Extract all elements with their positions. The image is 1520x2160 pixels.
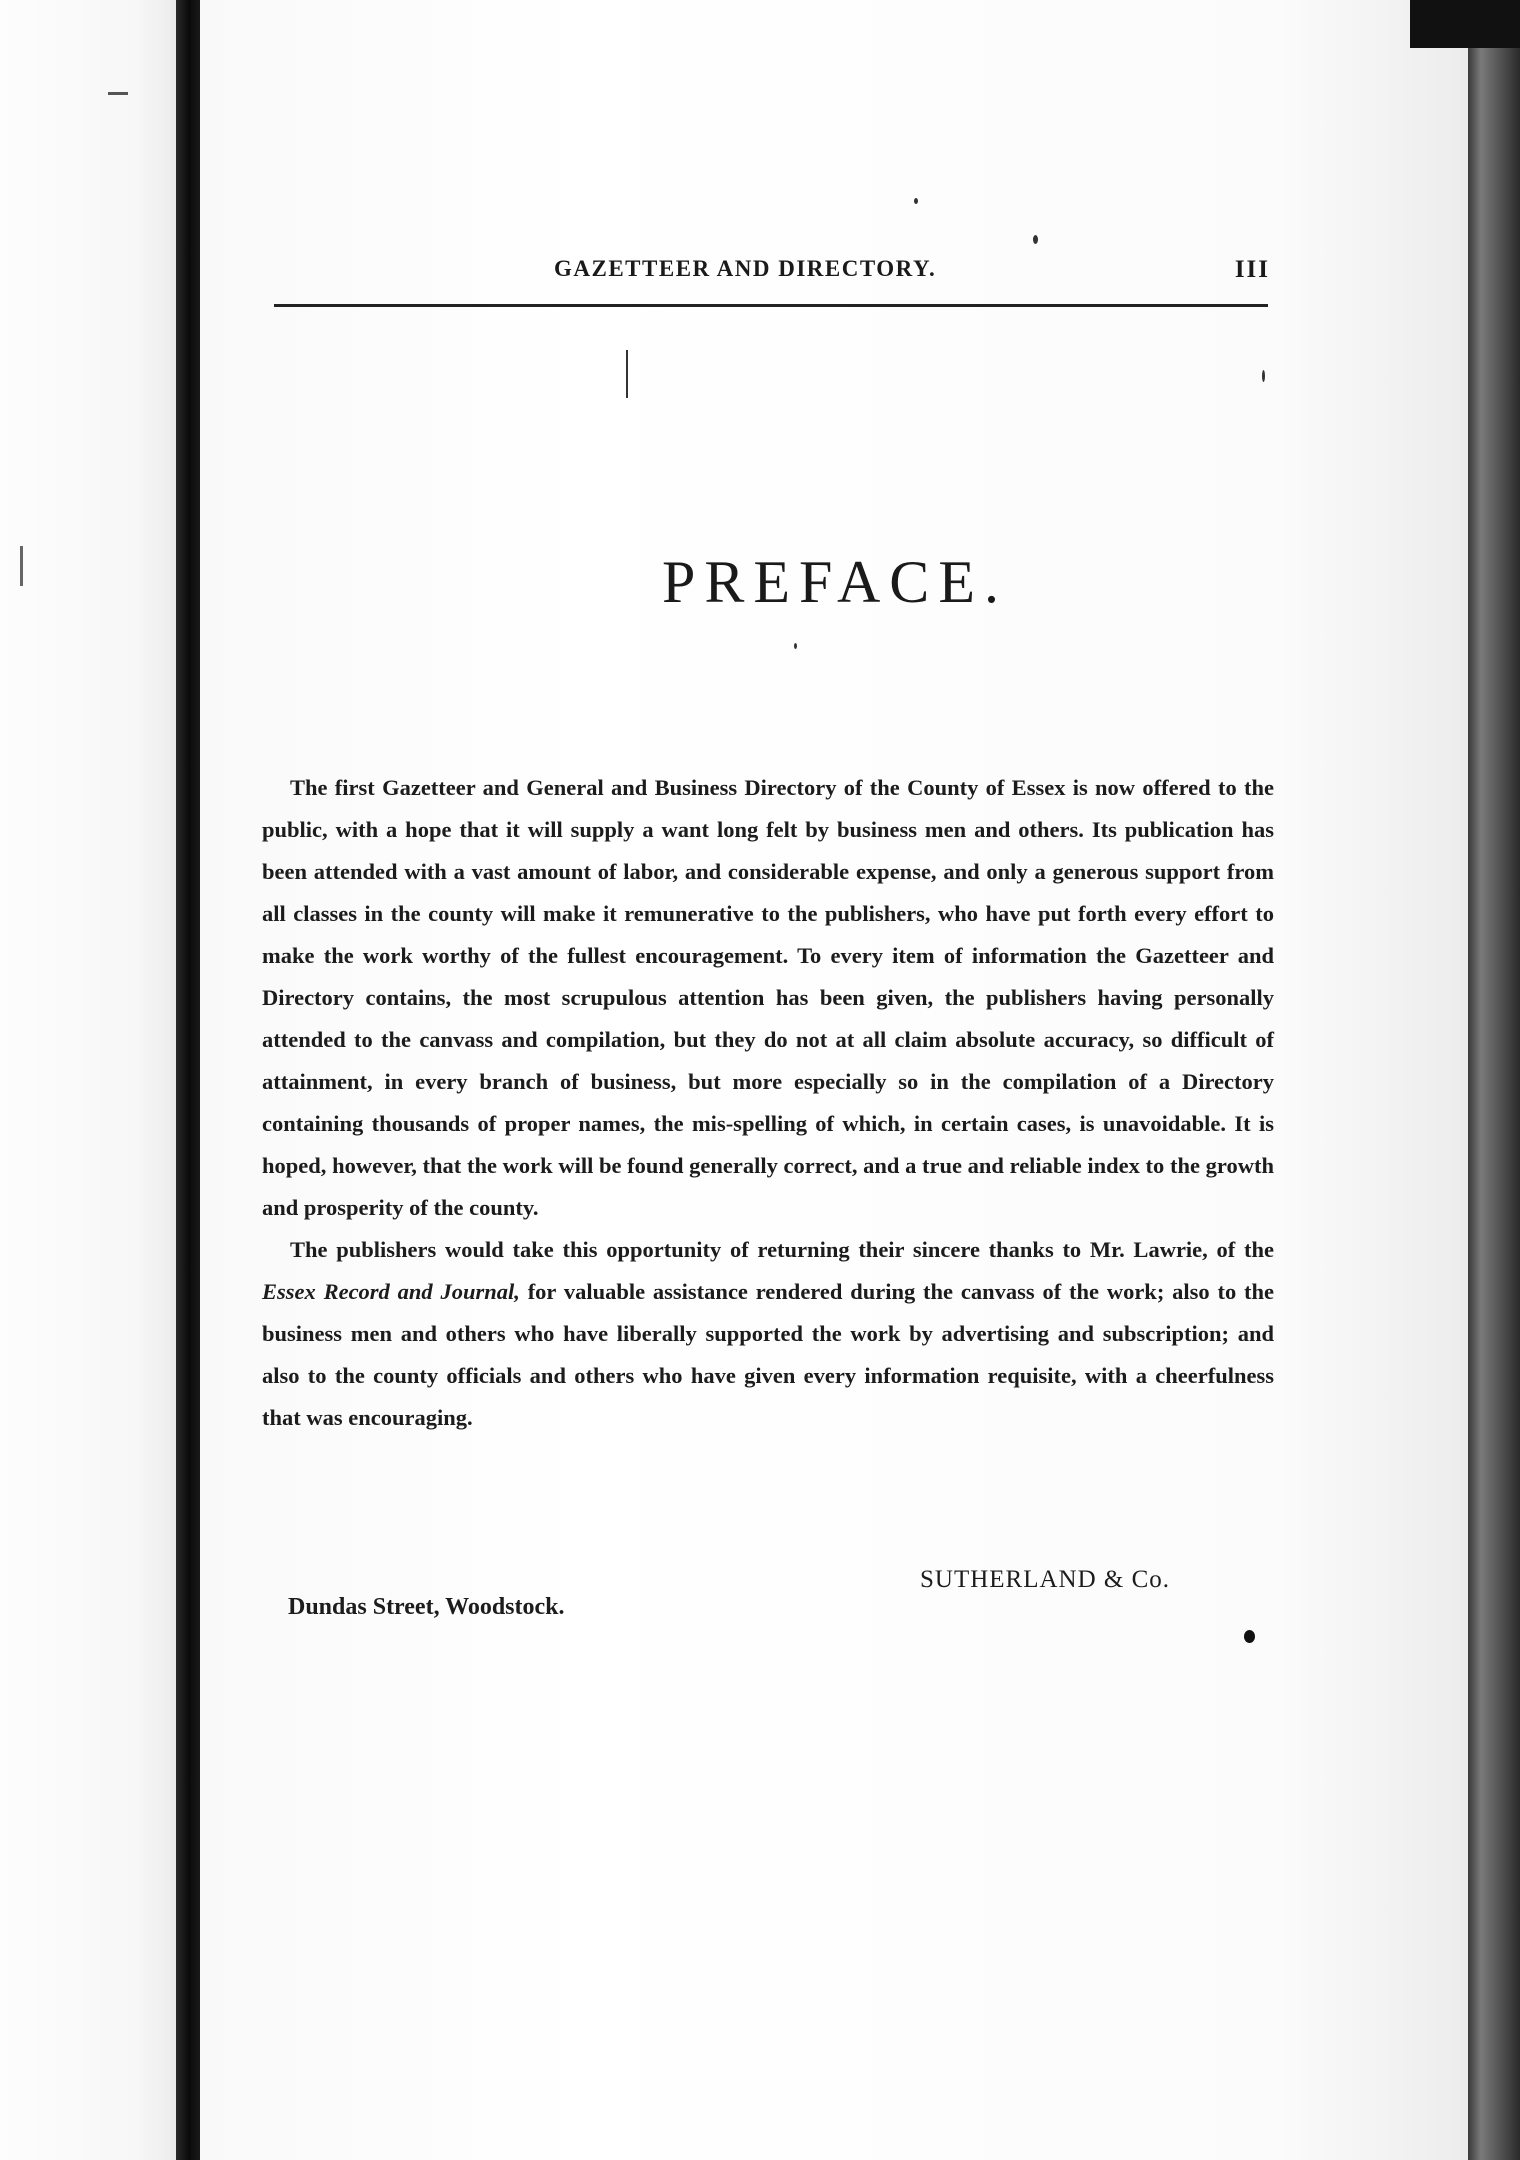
address: Dundas Street, Woodstock.	[288, 1594, 565, 1620]
scan-corner-shadow	[1410, 0, 1520, 48]
ink-speck	[794, 643, 797, 649]
ink-speck	[20, 546, 23, 586]
body-text	[262, 767, 1274, 1439]
page-number: III	[1234, 256, 1270, 283]
publication-title: Essex Record and Journal,	[262, 1279, 520, 1304]
facing-page-edge	[0, 0, 196, 2160]
ink-speck	[1033, 235, 1038, 244]
running-head-title: GAZETTEER AND DIRECTORY.	[554, 256, 937, 281]
ink-speck	[914, 198, 918, 204]
ink-speck	[1244, 1630, 1255, 1643]
page-title: PREFACE.	[662, 549, 1008, 615]
page-edge-right	[1468, 40, 1520, 2160]
paragraph-2-text-start: The publishers would take this opportunity of returning their sincere thanks to Mr. Lawrie, of the	[290, 1237, 1274, 1262]
paragraph-1	[262, 767, 1274, 1229]
signature: SUTHERLAND & Co.	[920, 1566, 1171, 1593]
binding-gutter	[176, 0, 202, 2160]
header-rule	[274, 304, 1268, 307]
running-head	[274, 256, 1274, 292]
ink-speck	[108, 92, 128, 95]
ink-speck	[626, 350, 628, 398]
ink-speck	[1262, 370, 1265, 382]
paragraph-1-text: The first Gazetteer and General and Business Directory of the County of Essex is now offered to the public, with a hope that it will supply a want long felt by business men and others. Its publication has been attended with a vast amount of labor, and considerable expense, and only a generous support from all classes in the county will make it remunerative to the publishers, who have put forth every effort to make the work worthy of the fullest encouragement. To every item of information the Gazetteer and Directory contains, the most scrupulous attention has been given, the publishers having personally attended to the canvass and compilation, but they do not at all claim absolute accuracy, so difficult of attainment, in every branch of business, but more especially so in the compilation of a Directory containing thousands of proper names, the mis-spelling of which, in certain cases, is unavoidable. It is hoped, however, that the work will be found generally correct, and a true and reliable index to the growth and prosperity of the county.	[262, 775, 1274, 1220]
paragraph-2-text-end: for valuable assistance rendered during the canvass of the work; also to the business men and others who have liberally supported the work by advertising and subscription; and also to the county officials and others who have given every information requisite, with a cheerfulness that was encouraging.	[262, 1279, 1275, 1430]
paragraph-2	[262, 1229, 1274, 1439]
